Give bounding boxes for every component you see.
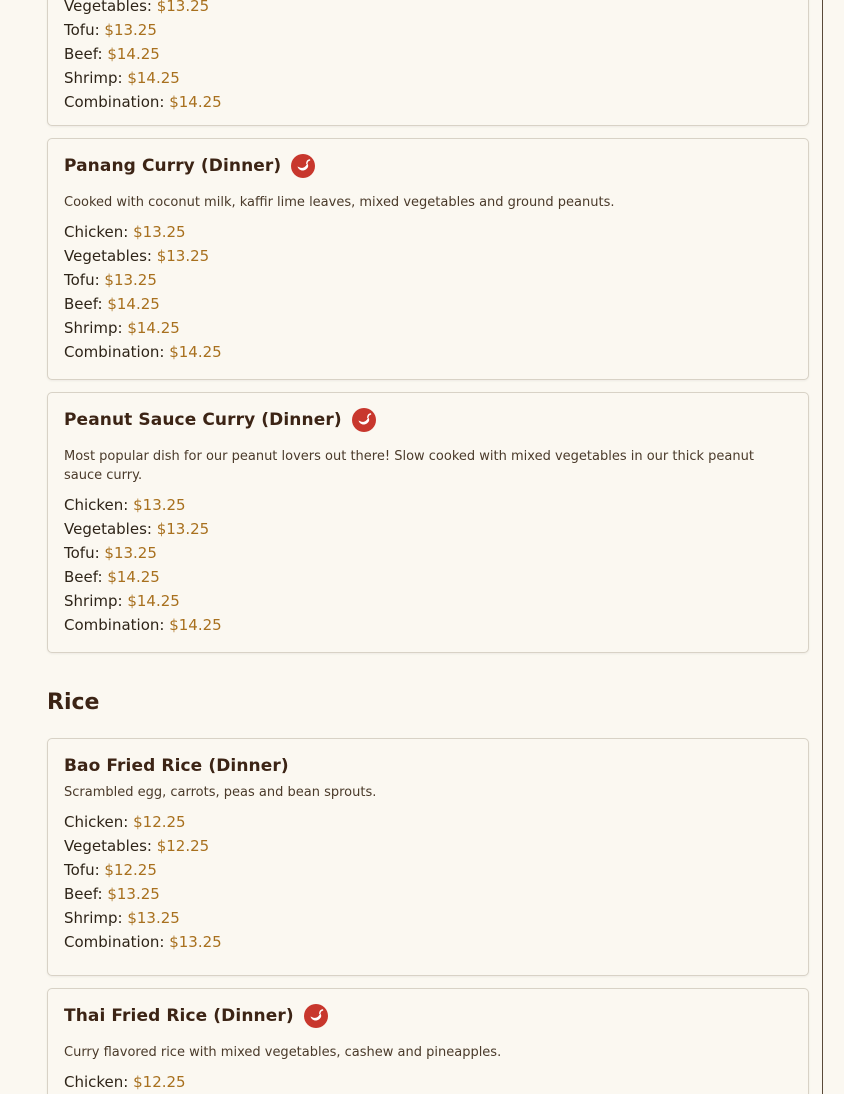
price-label: Beef:: [64, 885, 108, 903]
price-row-combination[interactable]: [64, 930, 792, 954]
menu-item-title-row: [64, 1003, 792, 1029]
price-value: $14.25: [127, 69, 180, 87]
menu-item-description: Most popular dish for our peanut lovers out there! Slow cooked with mixed vegetables in our thick peanut sauce curry.: [64, 449, 754, 483]
price-value: $13.25: [104, 21, 157, 39]
price-label: Combination:: [64, 933, 170, 951]
price-list: [64, 0, 792, 114]
price-row-tofu[interactable]: [64, 858, 792, 882]
price-list: [64, 220, 792, 364]
price-row-beef[interactable]: [64, 292, 792, 316]
price-label: Chicken:: [64, 496, 134, 514]
menu-item-card-thai-fried-rice[interactable]: [47, 988, 809, 1094]
price-row-combination[interactable]: [64, 340, 792, 364]
menu-item-description: Scrambled egg, carrots, peas and bean sprouts.: [64, 785, 377, 800]
price-row-vegetables[interactable]: [64, 244, 792, 268]
price-label: Vegetables:: [64, 0, 157, 15]
price-label: Vegetables:: [64, 247, 157, 265]
price-row-chicken[interactable]: [64, 493, 792, 517]
price-value: $13.25: [104, 271, 157, 289]
price-row-combination[interactable]: [64, 613, 792, 637]
menu-item-card[interactable]: [47, 0, 809, 126]
price-row-chicken[interactable]: [64, 220, 792, 244]
price-value: $13.25: [127, 909, 180, 927]
price-value: $13.25: [156, 247, 210, 265]
price-row-combination[interactable]: [64, 90, 792, 114]
price-list: [64, 493, 792, 637]
price-row-vegetables[interactable]: [64, 834, 792, 858]
price-value: $12.25: [104, 861, 157, 879]
menu-item-card-peanut-sauce-curry[interactable]: [47, 392, 809, 653]
price-label: Tofu:: [64, 21, 105, 39]
price-list: [64, 1070, 792, 1094]
menu-item-title-row: [64, 753, 792, 779]
price-value: $12.25: [133, 1073, 186, 1091]
chili-pepper-icon: [291, 154, 315, 178]
price-row-chicken[interactable]: [64, 810, 792, 834]
price-value: $12.25: [156, 837, 210, 855]
price-label: Shrimp:: [64, 592, 128, 610]
menu-item-title: Panang Curry (Dinner): [64, 156, 282, 176]
price-value: $14.25: [169, 343, 222, 361]
price-row-shrimp[interactable]: [64, 589, 792, 613]
price-value: $13.25: [107, 885, 160, 903]
section-title-rice: Rice: [47, 690, 100, 715]
menu-item-title: Bao Fried Rice (Dinner): [64, 756, 289, 776]
price-value: $14.25: [169, 93, 222, 111]
price-label: Chicken:: [64, 813, 134, 831]
price-row-beef[interactable]: [64, 565, 792, 589]
page-edge-divider: [822, 0, 823, 1094]
price-row-shrimp[interactable]: [64, 66, 792, 90]
price-label: Tofu:: [64, 544, 105, 562]
price-label: Vegetables:: [64, 520, 157, 538]
chili-pepper-icon: [304, 1004, 328, 1028]
price-label: Beef:: [64, 568, 108, 586]
price-value: $13.25: [169, 933, 222, 951]
price-row-shrimp[interactable]: [64, 316, 792, 340]
price-label: Combination:: [64, 93, 170, 111]
price-value: $14.25: [107, 295, 160, 313]
price-list: [64, 810, 792, 954]
price-value: $12.25: [133, 813, 186, 831]
price-value: $14.25: [107, 568, 160, 586]
menu-item-title: Peanut Sauce Curry (Dinner): [64, 410, 342, 430]
price-value: $13.25: [156, 520, 210, 538]
price-label: Chicken:: [64, 223, 134, 241]
price-row-shrimp[interactable]: [64, 906, 792, 930]
price-label: Shrimp:: [64, 909, 128, 927]
price-label: Shrimp:: [64, 319, 128, 337]
menu-item-title-row: [64, 407, 792, 433]
menu-item-description: Cooked with coconut milk, kaffir lime leaves, mixed vegetables and ground peanuts.: [64, 195, 615, 210]
price-row-beef[interactable]: [64, 42, 792, 66]
price-value: $14.25: [107, 45, 160, 63]
price-label: Beef:: [64, 295, 108, 313]
price-row-tofu[interactable]: [64, 18, 792, 42]
menu-item-card-panang-curry[interactable]: [47, 138, 809, 380]
price-value: $13.25: [133, 223, 186, 241]
price-label: Chicken:: [64, 1073, 134, 1091]
price-value: $13.25: [156, 0, 210, 15]
price-row-vegetables[interactable]: [64, 517, 792, 541]
chili-pepper-icon: [352, 408, 376, 432]
price-label: Combination:: [64, 343, 170, 361]
price-label: Combination:: [64, 616, 170, 634]
menu-item-title: Thai Fried Rice (Dinner): [64, 1006, 294, 1026]
price-label: Vegetables:: [64, 837, 157, 855]
price-value: $14.25: [127, 319, 180, 337]
price-row-tofu[interactable]: [64, 268, 792, 292]
price-value: $14.25: [169, 616, 222, 634]
price-label: Shrimp:: [64, 69, 128, 87]
price-label: Tofu:: [64, 271, 105, 289]
price-value: $14.25: [127, 592, 180, 610]
menu-item-card-bao-fried-rice[interactable]: [47, 738, 809, 976]
price-label: Tofu:: [64, 861, 105, 879]
price-label: Beef:: [64, 45, 108, 63]
menu-item-title-row: [64, 153, 792, 179]
price-value: $13.25: [133, 496, 186, 514]
price-row-beef[interactable]: [64, 882, 792, 906]
price-row-vegetables[interactable]: [64, 0, 792, 18]
menu-item-description: Curry flavored rice with mixed vegetables, cashew and pineapples.: [64, 1045, 502, 1060]
price-row-tofu[interactable]: [64, 541, 792, 565]
price-row-chicken[interactable]: [64, 1070, 792, 1094]
price-value: $13.25: [104, 544, 157, 562]
